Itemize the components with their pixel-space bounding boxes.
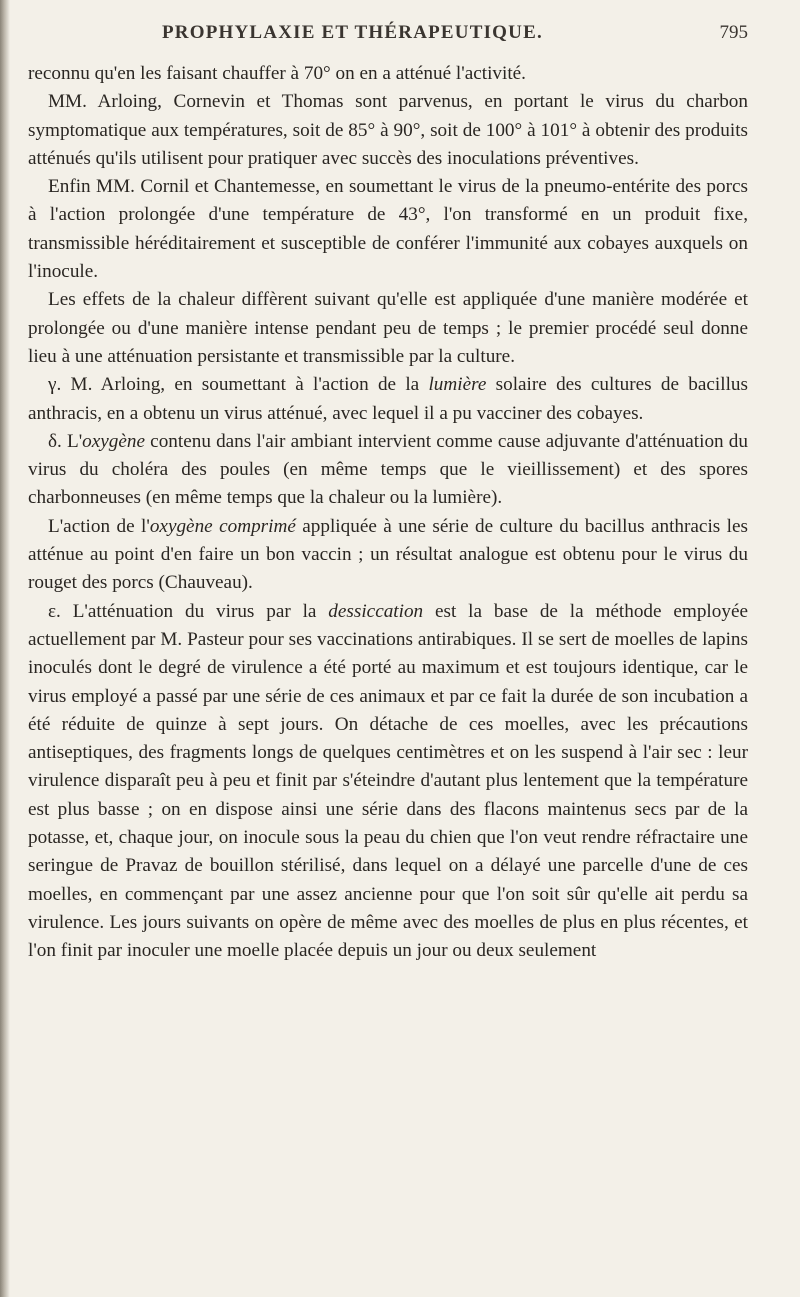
paragraph bbox=[28, 173, 748, 286]
text-run: contenu dans l'air ambiant intervient comme cause adjuvante d'atténuation du virus du choléra des poules (en même temps que le vieillissement) et des spores charbonneuses (en même temps que la chaleur ou la lumière). bbox=[28, 430, 748, 509]
page-header bbox=[28, 22, 748, 56]
book-page bbox=[28, 22, 748, 966]
text-run: MM. Arloing, Cornevin et Thomas sont parvenus, en portant le virus du charbon symptomatique aux températures, soit de 85° à 90°, soit de 100° à 101° à obtenir des produits atténués qu'ils utilisent pour pratiquer avec succès des inoculations préventives. bbox=[28, 91, 748, 169]
paragraph bbox=[28, 286, 748, 371]
paragraph bbox=[28, 598, 748, 966]
italic-term: lumière bbox=[428, 374, 487, 396]
page-binding-edge bbox=[0, 0, 10, 1297]
text-run: Les effets de la chaleur diffèrent suivant qu'elle est appliquée d'une manière modérée et prolongée ou d'une manière intense pendant peu de temps ; le premier procédé seul donne lieu à une atténuation persistante et transmissible par la culture. bbox=[28, 289, 748, 367]
paragraph bbox=[28, 88, 748, 173]
italic-term: oxygène bbox=[82, 430, 146, 452]
paragraph bbox=[28, 60, 748, 88]
body-text bbox=[28, 60, 748, 966]
italic-term: oxygène comprimé bbox=[149, 515, 296, 537]
text-run: est la base de la méthode employée actuellement par M. Pasteur pour ses vaccinations antirabiques. Il se sert de moelles de lapins inoculés dont le degré de virulence a été porté au maximum et est toujours identique, car le virus employé a passé par une série de ces animaux et par ce fait la durée de son incubation a été réduite de quinze à sept jours. On détache de ces moelles, avec les précautions antiseptiques, des fragments longs de quelques centimètres et on les suspend à l'air sec : leur virulence disparaît peu à peu et finit par s'éteindre d'autant plus lentement que la température est plus basse ; on en dispose ainsi une série dans des flacons maintenus secs par de la potasse, et, chaque jour, on inocule sous la peau du chien que l'on veut rendre réfractaire une seringue de Pravaz de bouillon stérilisé, dans lequel on a délayé une parcelle d'une de ces moelles, en commençant par une assez ancienne pour que l'on soit sûr qu'elle ait perdu sa virulence. Les jours suivants on opère de même avec des moelles de plus en plus récentes, et l'on finit par inoculer une moelle placée depuis un jour ou deux seulement bbox=[28, 600, 748, 962]
paragraph bbox=[28, 428, 748, 513]
page-number: 795 bbox=[719, 22, 748, 43]
text-run: reconnu qu'en les faisant chauffer à 70° on en a atténué l'activité. bbox=[28, 63, 526, 84]
text-run: appliquée à une série de culture du bacillus anthracis les atténue au point d'en faire un bon vaccin ; un résultat analogue est obtenu pour le virus du rouget des porcs (Chauveau). bbox=[28, 515, 748, 594]
text-run: L'action de l' bbox=[48, 515, 150, 537]
text-run: Enfin MM. Cornil et Chantemesse, en soumettant le virus de la pneumo-entérite des porcs à l'action prolongée d'une température de 43°, l'on transformé en un produit fixe, transmissible héréditairement et susceptible de conférer l'immunité aux cobayes auxquels on l'inocule. bbox=[28, 176, 748, 283]
paragraph bbox=[28, 513, 748, 598]
paragraph bbox=[28, 371, 748, 428]
text-run: δ. L' bbox=[48, 430, 83, 452]
text-run: γ. M. Arloing, en soumettant à l'action de la bbox=[48, 374, 429, 396]
italic-term: dessiccation bbox=[328, 600, 424, 622]
text-run: ε. L'atténuation du virus par la bbox=[48, 600, 329, 622]
running-title: PROPHYLAXIE ET THÉRAPEUTIQUE. bbox=[162, 22, 543, 43]
text-run: solaire des cultures de bacillus anthracis, en a obtenu un virus atténué, avec lequel il a pu vacciner des cobayes. bbox=[28, 374, 748, 424]
